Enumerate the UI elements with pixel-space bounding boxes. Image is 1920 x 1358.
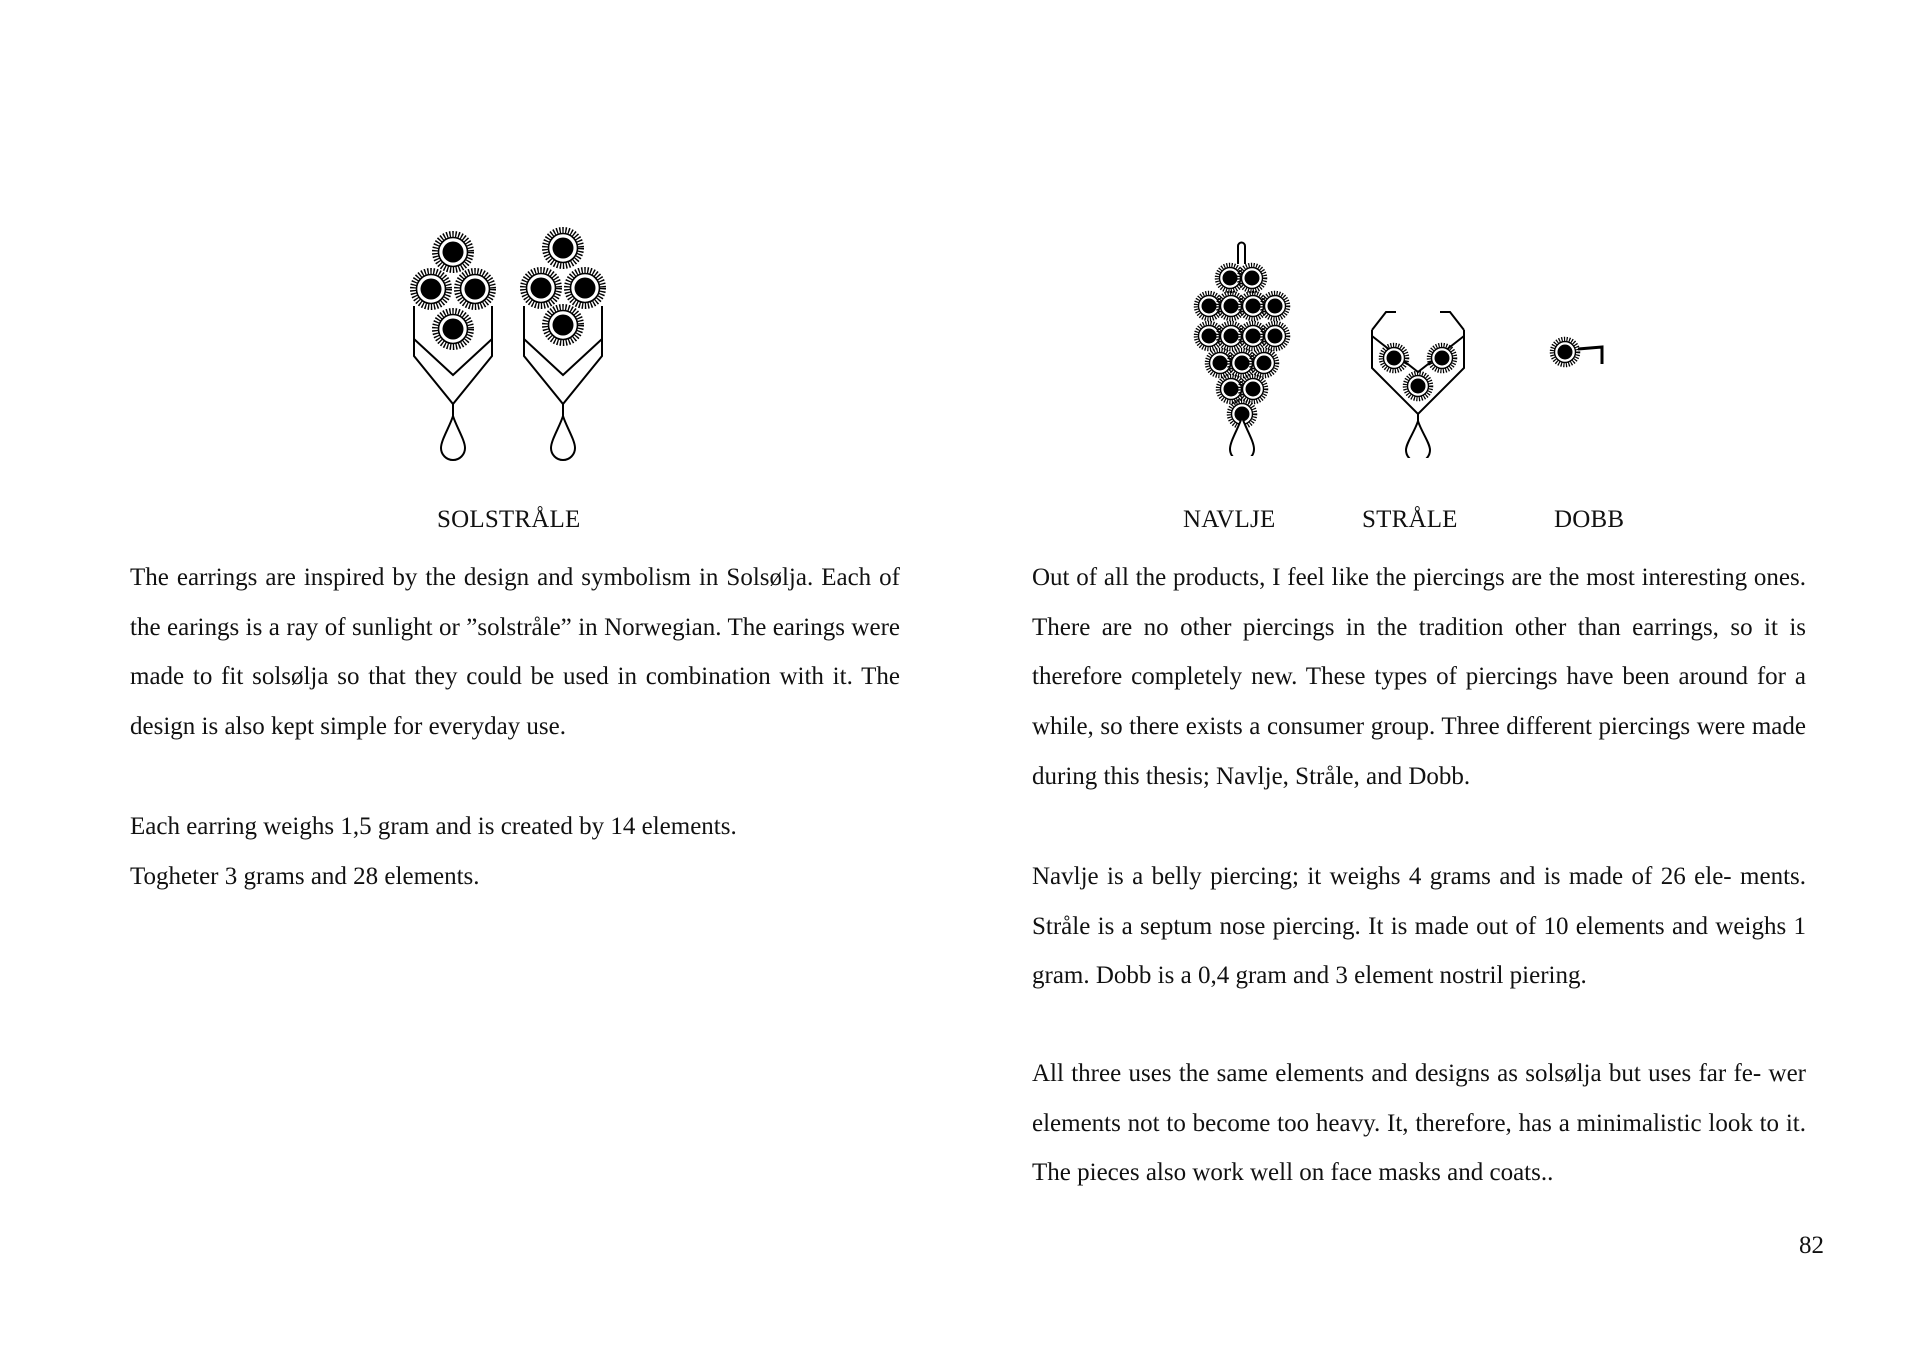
earring-left [413, 234, 493, 460]
piercings-design-paragraph: All three uses the same elements and designs as solsølja but uses far fe- wer elements not to become too heavy. It, therefore, has a minimalistic look to it. The pieces also work well on face masks and coats.. [1032, 1060, 1806, 1187]
piercings-specs-paragraph: Navlje is a belly piercing; it weighs 4 grams and is made of 26 ele- ments. Stråle is a septum nose piercing. It is made out of 10 elements and weighs 1 gram. Dobb is a 0,4 gram and 3 element nostril piering. [1032, 863, 1806, 990]
solstrale-weight-line: Each earring weighs 1,5 gram and is created by 14 elements. [130, 813, 737, 840]
navlje-piercing-illustration [1186, 234, 1296, 456]
caption-solstrale: SOLSTRÅLE [437, 506, 581, 533]
dobb-piercing-illustration [1548, 330, 1618, 374]
strale-piercing-illustration [1368, 286, 1468, 458]
solstrale-total-line: Togheter 3 grams and 28 elements. [130, 863, 480, 890]
solstrale-description: The earrings are inspired by the design and symbolism in Solsølja. Each of the earings is a ray of sunlight or ”solstråle” in Norwegian. The earings were made to fit solsølja so that they could be used in combination with it. The design is also kept simple for everyday use. [130, 564, 900, 741]
caption-strale: STRÅLE [1362, 506, 1458, 533]
caption-dobb: DOBB [1554, 506, 1625, 533]
page-number: 82 [1799, 1232, 1824, 1259]
solstrale-earrings-illustration [400, 226, 620, 462]
caption-navlje: NAVLJE [1183, 506, 1276, 533]
piercings-intro-paragraph: Out of all the products, I feel like the piercings are the most interesting ones. There are no other piercings in the tradition other than earrings, so it is therefore completely new. These types of piercings have been around for a while, so there exists a consumer group. Three different piercings were made during this thesis; Navlje, Stråle, and Dobb. [1032, 564, 1806, 790]
earring-right [523, 230, 603, 460]
